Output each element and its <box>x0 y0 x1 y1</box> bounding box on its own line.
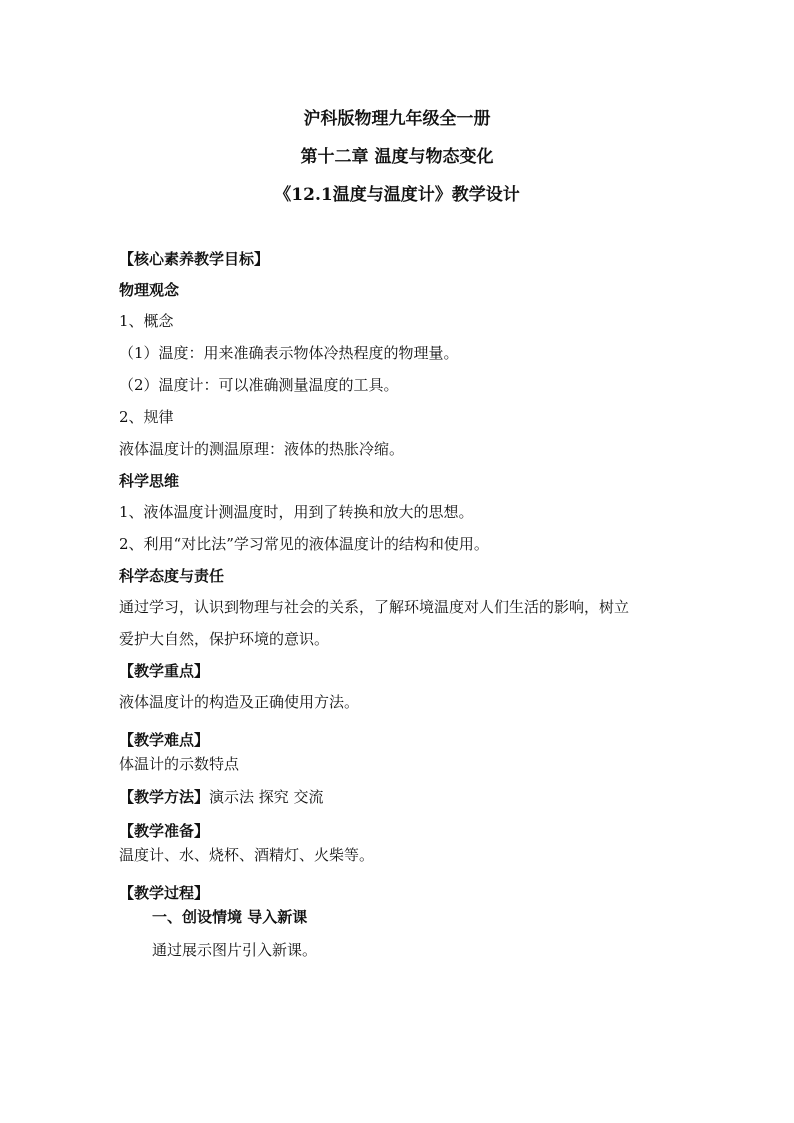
list-item: （2）温度计：可以准确测量温度的工具。 <box>119 376 399 394</box>
method-text: 演示法 探究 交流 <box>209 788 324 806</box>
paragraph: 液体温度计的测温原理：液体的热胀冷缩。 <box>119 440 405 458</box>
subsection-heading-physics-concept: 物理观念 <box>119 281 180 299</box>
section-heading-method: 【教学方法】 <box>119 788 210 806</box>
list-item: 2、利用“对比法”学习常见的液体温度计的结构和使用。 <box>119 535 489 553</box>
section-heading-core-goal: 【核心素养教学目标】 <box>119 250 270 268</box>
book-title: 沪科版物理九年级全一册 <box>303 109 491 129</box>
paragraph: 爱护大自然，保护环境的意识。 <box>119 630 330 648</box>
section-heading-difficult-point: 【教学难点】 <box>119 731 210 749</box>
paragraph: 通过学习，认识到物理与社会的关系，了解环境温度对人们生活的影响，树立 <box>119 598 630 616</box>
paragraph: 通过展示图片引入新课。 <box>152 941 318 959</box>
paragraph: 温度计、水、烧杯、酒精灯、火柴等。 <box>119 846 375 864</box>
list-item: 1、液体温度计测温度时，用到了转换和放大的思想。 <box>119 503 474 521</box>
document-body <box>119 247 679 962</box>
paragraph: 液体温度计的构造及正确使用方法。 <box>119 693 360 711</box>
list-item: （1）温度：用来准确表示物体冷热程度的物理量。 <box>119 344 459 362</box>
subsection-heading-attitude: 科学态度与责任 <box>119 567 225 585</box>
paragraph: 体温计的示数特点 <box>119 755 240 773</box>
list-item: 2、规律 <box>119 408 174 426</box>
chapter-title: 第十二章 温度与物态变化 <box>300 147 494 167</box>
method-line <box>119 785 679 809</box>
subsection-heading-science-thinking: 科学思维 <box>119 472 180 490</box>
section-heading-preparation: 【教学准备】 <box>119 822 210 840</box>
section-heading-key-point: 【教学重点】 <box>119 662 210 680</box>
list-item: 1、概念 <box>119 312 174 330</box>
section-heading-process: 【教学过程】 <box>119 884 210 902</box>
lesson-title: 《12.1温度与温度计》教学设计 <box>274 185 520 205</box>
document-title-block <box>0 100 794 214</box>
process-step-heading: 一、创设情境 导入新课 <box>152 908 308 926</box>
